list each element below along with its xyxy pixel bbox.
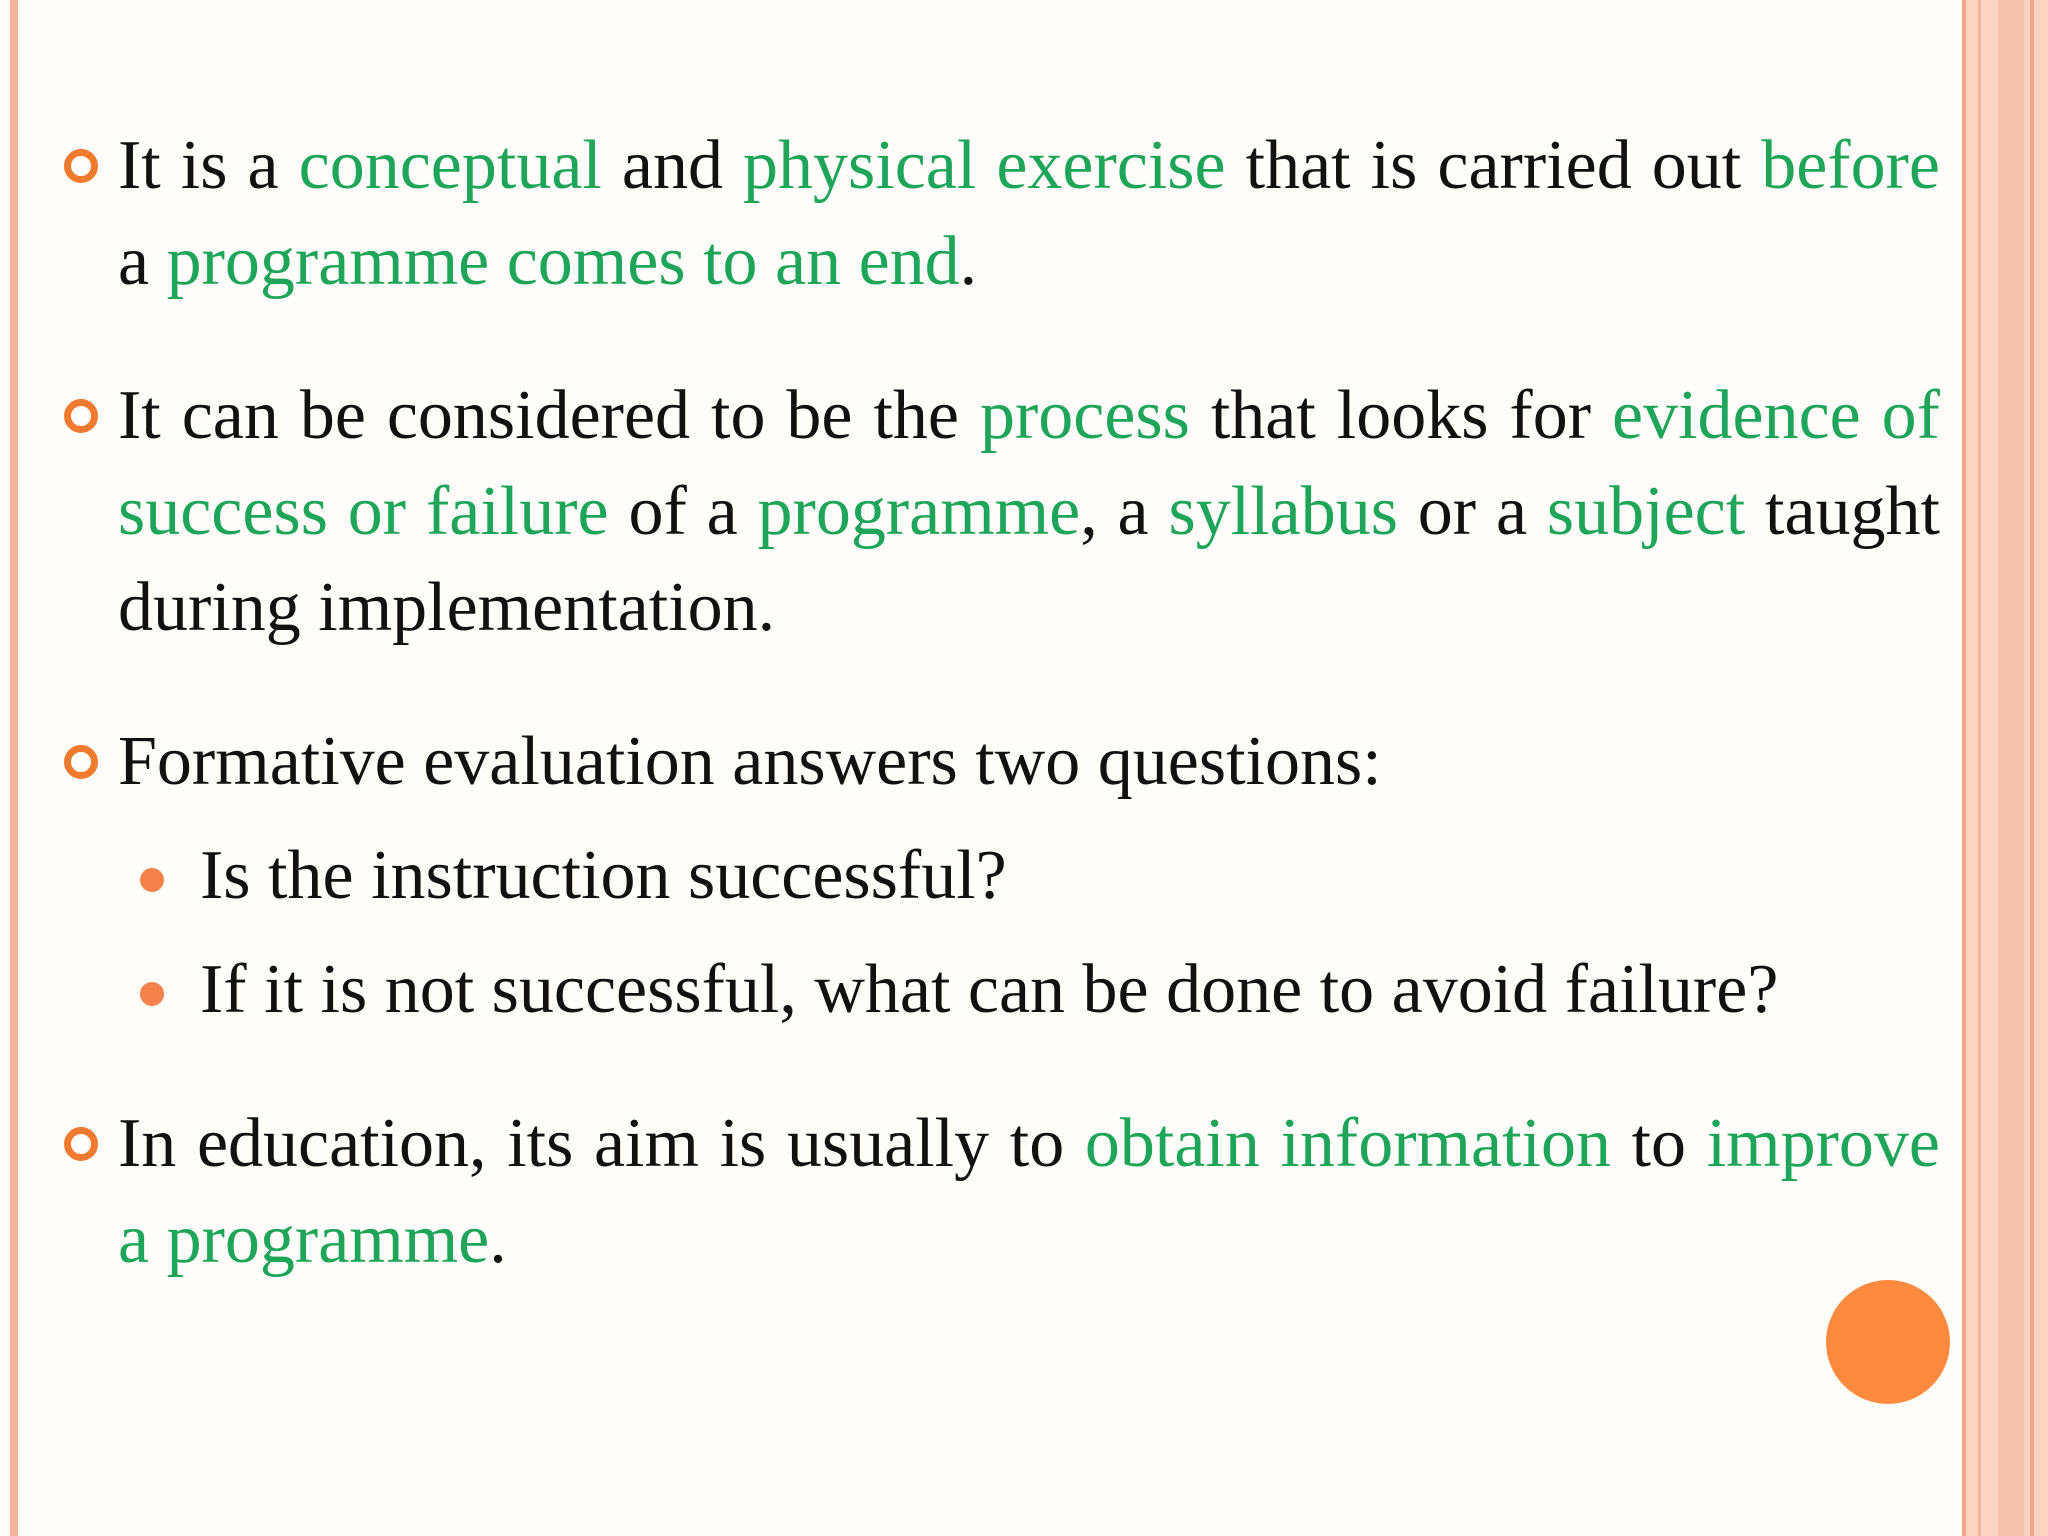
ring-bullet-icon xyxy=(64,149,98,183)
bullet-text: Formative evaluation answers two questions: xyxy=(118,723,1382,800)
dot-bullet-icon xyxy=(140,982,164,1006)
ring-bullet-icon xyxy=(64,1127,98,1161)
bullet-text: In education, its aim is usually to obtain information to improve a programme. xyxy=(118,1105,1940,1278)
right-decorative-line xyxy=(1962,0,1966,1536)
bullet-item xyxy=(60,118,1940,310)
ring-bullet-icon xyxy=(64,745,98,779)
right-decorative-line xyxy=(2030,0,2034,1536)
bullet-text: It can be considered to be the process that looks for evidence of success or failure of a programme, a syllabus or a subject taught during implementation. xyxy=(118,377,1940,646)
bullet-item xyxy=(60,368,1940,656)
ring-bullet-icon xyxy=(64,399,98,433)
dot-bullet-icon xyxy=(140,868,164,892)
sub-bullet-text: Is the instruction successful? xyxy=(200,837,1007,914)
bullet-item xyxy=(60,714,1940,810)
sub-bullet-text: If it is not successful, what can be done to avoid failure? xyxy=(200,951,1779,1028)
right-decorative-line xyxy=(1978,0,1981,1536)
right-decorative-line xyxy=(1998,0,2024,1536)
bullet-item xyxy=(60,1096,1940,1288)
left-border-stripe xyxy=(10,0,18,1536)
slide-content xyxy=(60,118,1940,1288)
sub-bullet-item xyxy=(60,942,1940,1038)
bullet-text: It is a conceptual and physical exercise that is carried out before a programme comes to an end. xyxy=(118,127,1940,300)
accent-circle xyxy=(1826,1280,1950,1404)
sub-bullet-item xyxy=(60,828,1940,924)
